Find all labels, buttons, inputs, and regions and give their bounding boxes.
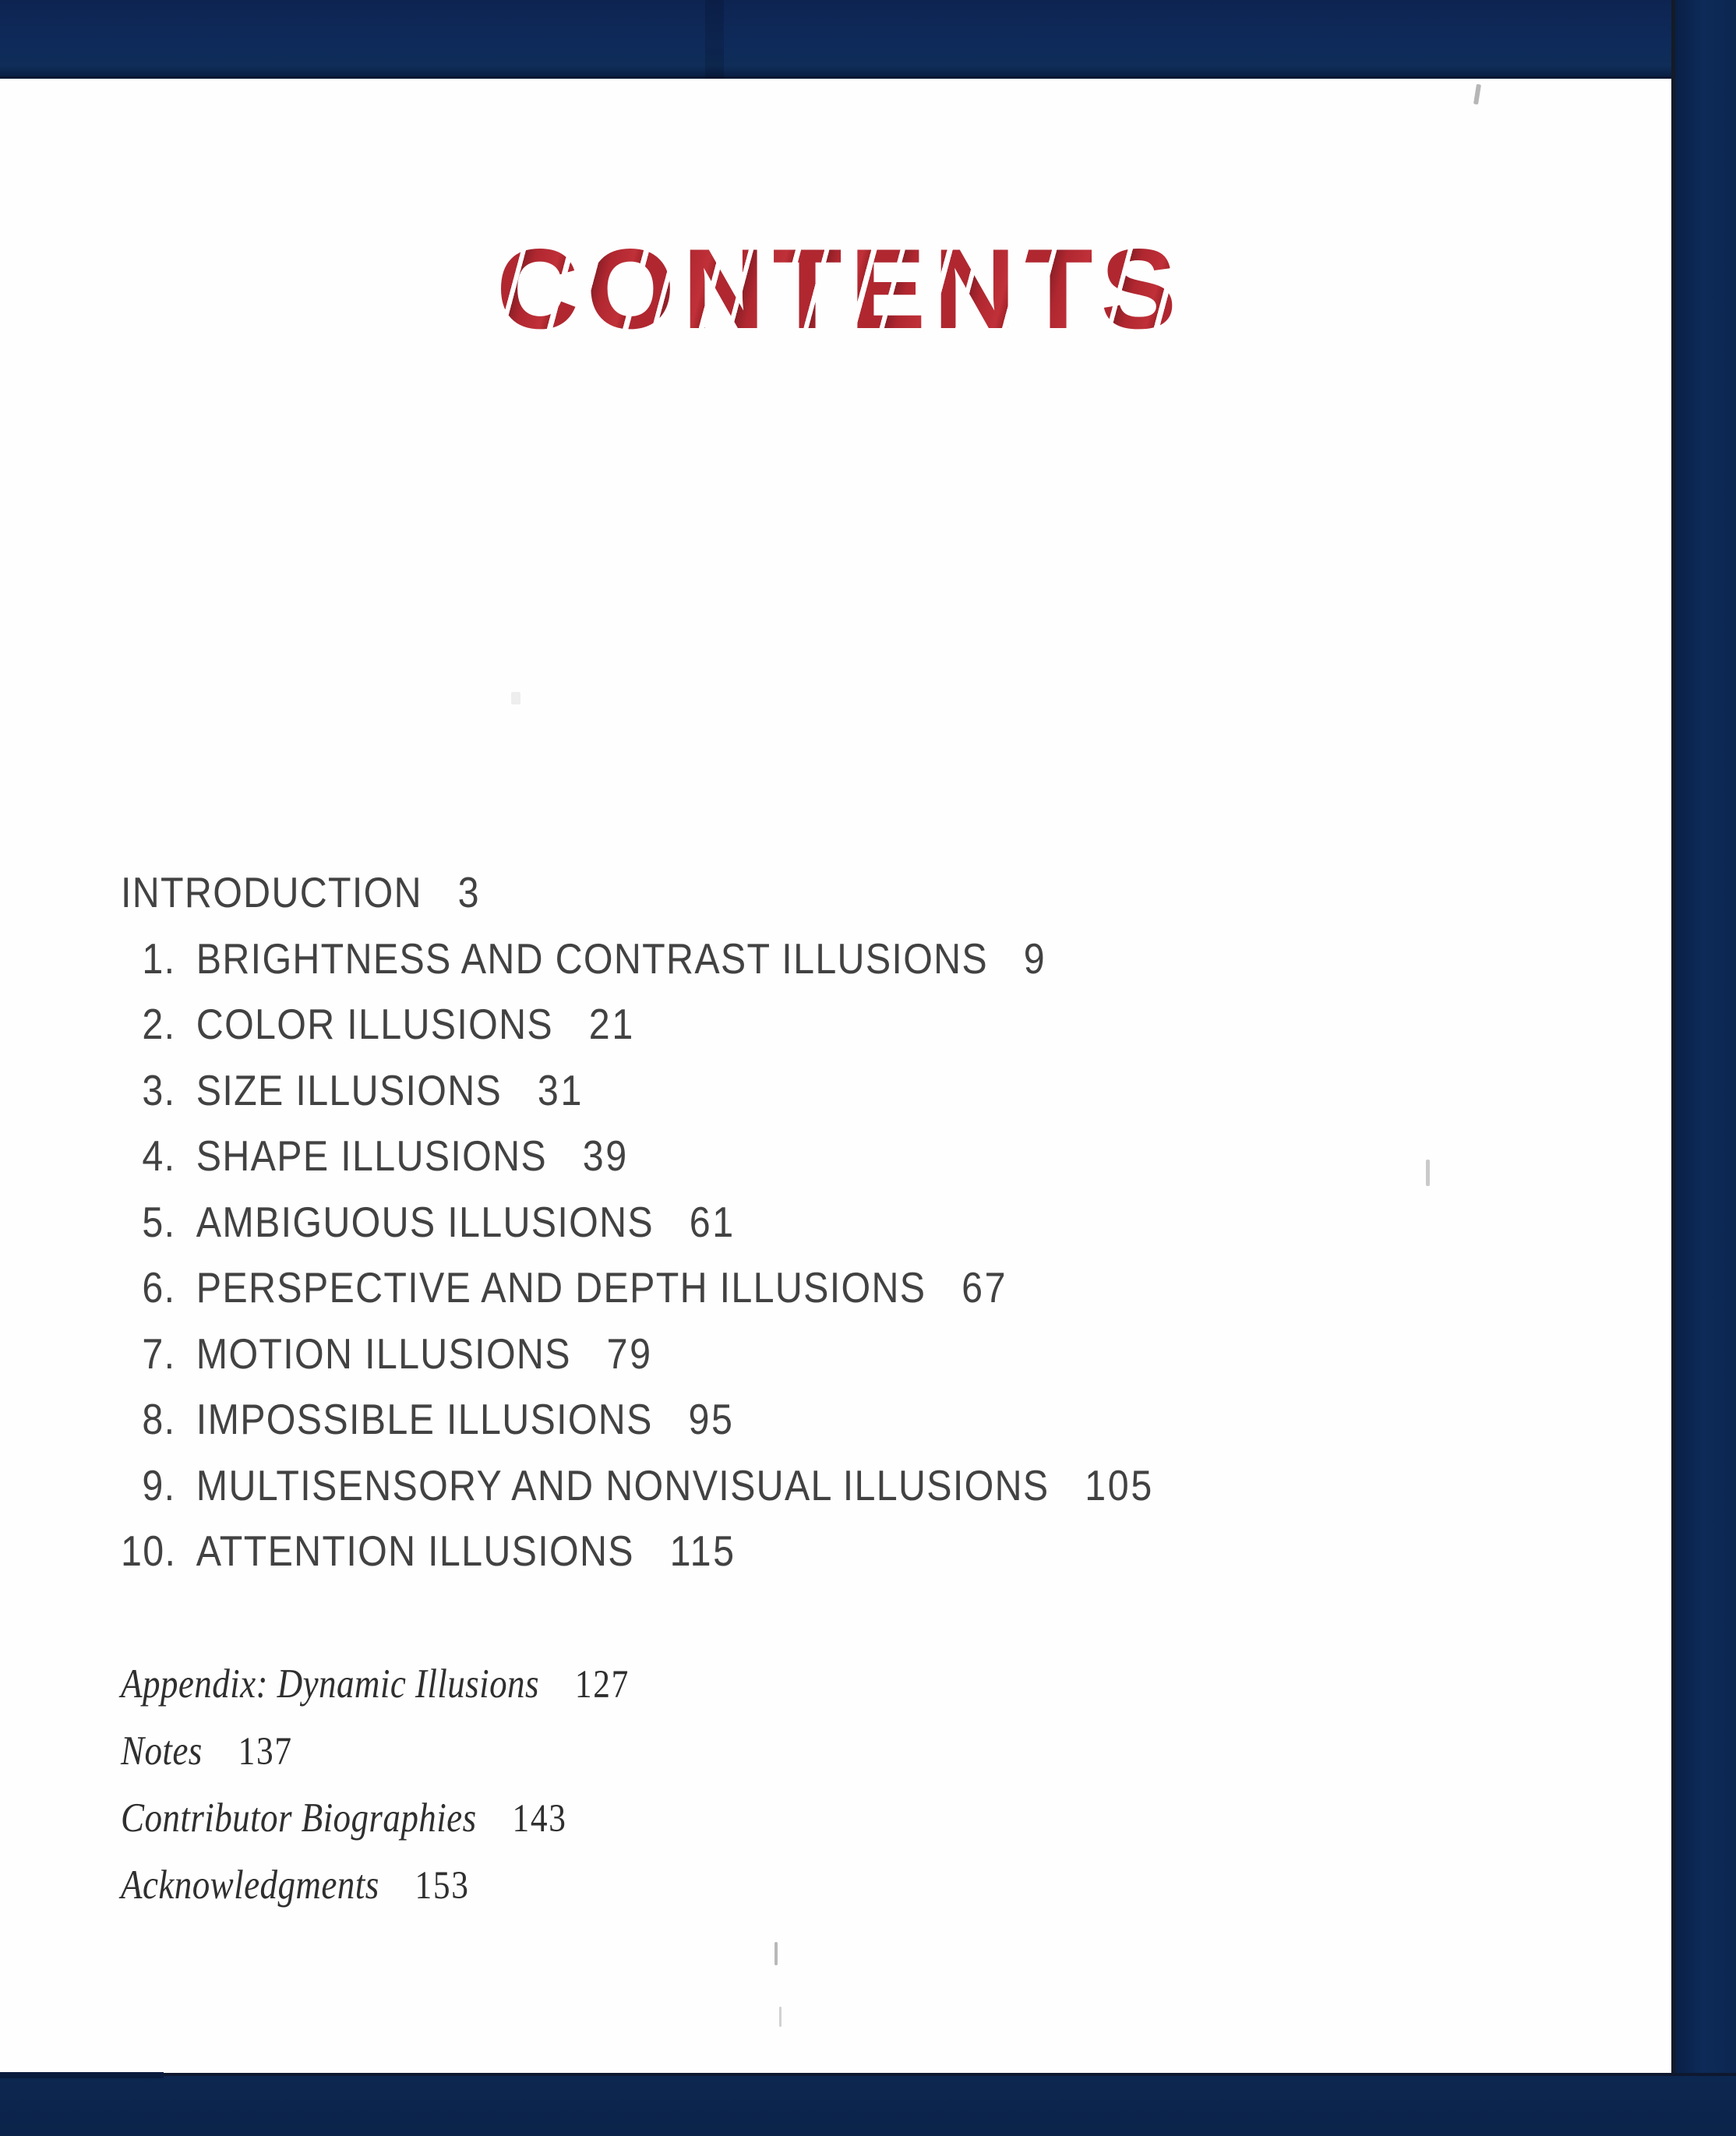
scan-speck <box>779 2007 782 2027</box>
chapter-number: 7. <box>142 1329 176 1378</box>
chapter-title: SIZE ILLUSIONS <box>196 1065 503 1114</box>
chapter-title: ATTENTION ILLUSIONS <box>196 1527 634 1575</box>
backmatter-row <box>121 1852 630 1919</box>
toc-row <box>121 1321 1154 1387</box>
backmatter-page-number: 143 <box>512 1797 567 1841</box>
chapter-title: AMBIGUOUS ILLUSIONS <box>196 1197 654 1246</box>
chapter-number: 2. <box>142 1000 176 1048</box>
backmatter-row <box>121 1718 630 1785</box>
chapter-number: 8. <box>142 1395 176 1443</box>
chapter-title: COLOR ILLUSIONS <box>196 1000 554 1048</box>
chapter-page-number: 115 <box>669 1527 736 1575</box>
scan-speck <box>1426 1160 1430 1186</box>
chapter-page-number: 31 <box>537 1065 584 1114</box>
chapter-number: 5. <box>142 1197 176 1246</box>
chapter-page-number: 21 <box>588 1000 635 1048</box>
chapter-number: 10. <box>121 1527 177 1575</box>
chapter-number: 9. <box>142 1460 176 1509</box>
backmatter-page-number: 127 <box>574 1663 630 1707</box>
scan-border-bottom <box>0 2073 1736 2136</box>
backmatter-row <box>121 1785 630 1852</box>
chapter-title: BRIGHTNESS AND CONTRAST ILLUSIONS <box>196 934 989 983</box>
chapter-page-number: 105 <box>1085 1460 1154 1509</box>
chapter-number: 1. <box>142 934 176 983</box>
chapter-number: 6. <box>142 1263 176 1312</box>
page-title: CONTENTS <box>0 232 1671 346</box>
chapter-title: INTRODUCTION <box>121 868 422 916</box>
chapter-title: PERSPECTIVE AND DEPTH ILLUSIONS <box>196 1263 926 1312</box>
chapter-page-number: 61 <box>689 1197 736 1246</box>
chapter-page-number: 79 <box>606 1329 653 1378</box>
scan-speck <box>511 692 520 704</box>
chapter-page-number: 95 <box>688 1395 735 1443</box>
backmatter-title: Contributor Biographies <box>121 1795 477 1841</box>
backmatter-page-number: 137 <box>238 1730 293 1774</box>
backmatter-row <box>121 1651 630 1718</box>
chapter-title: MULTISENSORY AND NONVISUAL ILLUSIONS <box>196 1460 1050 1509</box>
toc-row-introduction <box>121 860 1154 926</box>
backmatter-list <box>121 1651 630 1919</box>
toc-row <box>121 1386 1154 1453</box>
chapter-page-number: 67 <box>962 1263 1008 1312</box>
toc-row <box>121 1453 1154 1519</box>
chapter-title: IMPOSSIBLE ILLUSIONS <box>196 1395 653 1443</box>
backmatter-title: Notes <box>121 1728 203 1774</box>
toc-row <box>121 1189 1154 1255</box>
chapter-title: SHAPE ILLUSIONS <box>196 1132 547 1180</box>
table-of-contents <box>121 860 1154 1584</box>
toc-row <box>121 1057 1154 1124</box>
chapter-number: 4. <box>142 1132 176 1180</box>
chapter-page-number: 9 <box>1023 934 1047 983</box>
toc-row <box>121 991 1154 1057</box>
backmatter-title: Acknowledgments <box>121 1862 379 1908</box>
toc-row <box>121 1518 1154 1584</box>
toc-row <box>121 1123 1154 1189</box>
scan-border-top <box>0 0 1736 79</box>
backmatter-page-number: 153 <box>415 1864 470 1908</box>
backmatter-title: Appendix: Dynamic Illusions <box>121 1661 539 1707</box>
toc-row <box>121 926 1154 992</box>
chapter-title: MOTION ILLUSIONS <box>196 1329 571 1378</box>
scan-speck <box>774 1942 778 1965</box>
toc-row <box>121 1255 1154 1321</box>
chapter-page-number: 3 <box>457 868 482 916</box>
page-edge-shadow <box>0 2072 164 2078</box>
scan-speck <box>1473 84 1481 105</box>
chapter-number: 3. <box>142 1065 176 1114</box>
chapter-page-number: 39 <box>582 1132 629 1180</box>
scan-border-streak <box>705 0 724 79</box>
scan-border-right <box>1671 0 1736 2136</box>
